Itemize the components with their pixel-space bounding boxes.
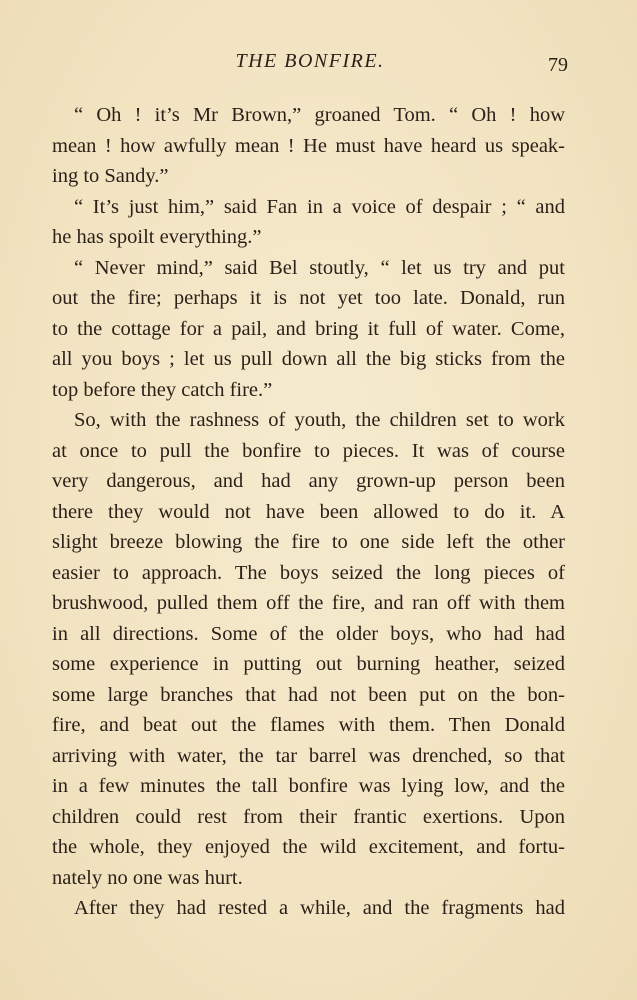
text-line: fire, and beat out the flames with them. Then Donald [52, 714, 565, 736]
paragraph [52, 893, 565, 924]
text-line: to the cottage for a pail, and bring it full of water. Come, [52, 317, 565, 340]
text-line: “ Oh ! it’s Mr Brown,” groaned Tom. “ Oh ! how [74, 104, 565, 126]
text-line: all you boys ; let us pull down all the big sticks from the [52, 348, 565, 370]
page-number: 79 [548, 54, 568, 76]
text-line: there they would not have been allowed to do it. A [52, 500, 565, 523]
text-line: brushwood, pulled them off the fire, and ran off with them [52, 592, 565, 614]
text-line: children could rest from their frantic exertions. Upon [52, 805, 565, 828]
text-line: After they had rested a while, and the fragments had [74, 897, 565, 919]
text-line: he has spoilt everything.” [52, 226, 262, 248]
text-line: easier to approach. The boys seized the long pieces of [52, 561, 565, 584]
body-text [52, 100, 565, 924]
text-line: top before they catch fire.” [52, 378, 273, 401]
text-line: some experience in putting out burning heather, seized [52, 653, 565, 675]
running-header [52, 50, 568, 80]
text-line: very dangerous, and had any grown-up person been [52, 470, 565, 492]
text-line: arriving with water, the tar barrel was drenched, so that [52, 744, 565, 767]
text-line: nately no one was hurt. [52, 866, 243, 889]
paragraph [52, 100, 565, 192]
text-line: the whole, they enjoyed the wild excitement, and fortu- [52, 836, 565, 858]
text-line: So, with the rashness of youth, the children set to work [74, 409, 565, 431]
paragraph [52, 253, 565, 406]
paragraph [52, 405, 565, 893]
text-line: ing to Sandy.” [52, 165, 169, 187]
text-line: “ It’s just him,” said Fan in a voice of despair ; “ and [74, 195, 565, 218]
text-line: “ Never mind,” said Bel stoutly, “ let us try and put [74, 256, 565, 279]
text-line: some large branches that had not been put on the bon- [52, 683, 565, 706]
running-title: THE BONFIRE. [235, 50, 385, 72]
text-line: in a few minutes the tall bonfire was lying low, and the [52, 775, 565, 797]
text-line: slight breeze blowing the fire to one side left the other [52, 531, 565, 553]
text-line: mean ! how awfully mean ! He must have heard us speak- [52, 134, 565, 157]
text-line: in all directions. Some of the older boys, who had had [52, 622, 565, 645]
text-line: out the fire; perhaps it is not yet too late. Donald, run [52, 287, 565, 309]
text-line: at once to pull the bonfire to pieces. It was of course [52, 439, 565, 462]
paragraph [52, 192, 565, 253]
